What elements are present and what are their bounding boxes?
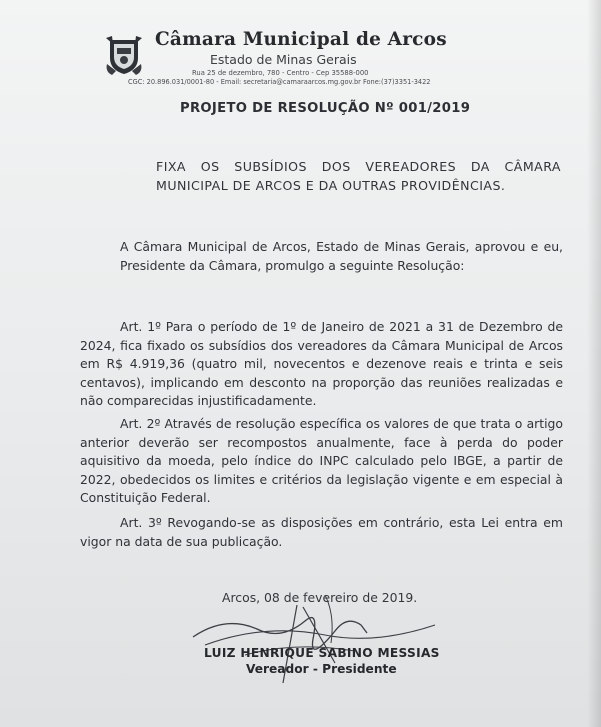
municipal-coat-of-arms-icon (104, 34, 144, 76)
letterhead-contact: CGC: 20.896.031/0001-80 - Email: secretaria@camaraarcos.mg.gov.br Fone:(37)3351-3422 (128, 78, 431, 86)
letterhead-address: Rua 25 de dezembro, 780 - Centro - Cep 35588-000 (192, 69, 369, 77)
signer-role: Vereador - Presidente (246, 662, 397, 676)
article-3: Art. 3º Revogando-se as disposições em contrário, esta Lei entra em vigor na data de sua publicação. (80, 515, 563, 549)
document-title: PROJETO DE RESOLUÇÃO Nº 001/2019 (180, 101, 471, 116)
letterhead-title: Câmara Municipal de Arcos (155, 29, 447, 50)
preamble-paragraph: A Câmara Municipal de Arcos, Estado de Minas Gerais, aprovou e eu, Presidente da Câmara, promulgo a seguinte Resolução: (120, 239, 563, 273)
document-date: Arcos, 08 de fevereiro de 2019. (222, 590, 418, 605)
document-ementa: FIXA OS SUBSÍDIOS DOS VEREADORES DA CÂMARA MUNICIPAL DE ARCOS E DA OUTRAS PROVIDÊNCIAS. (156, 159, 561, 193)
article-2: Art. 2º Através de resolução específica os valores de que trata o artigo anterior deverão ser recompostos anualmente, face à perda do poder aquisitivo da moeda, pelo índice do INPC calculado pelo IBGE, a partir de 2022, obedecidos os limites e critérios da legislação vigente e em especial à Constituição Federal. (80, 416, 563, 506)
letterhead-state: Estado de Minas Gerais (210, 52, 357, 67)
signer-name: LUIZ HENRIQUE SABINO MESSIAS (204, 646, 440, 660)
article-1: Art. 1º Para o período de 1º de Janeiro de 2021 a 31 de Dezembro de 2024, fica fixado os subsídios dos vereadores da Câmara Municipal de Arcos em R$ 4.919,36 (quatro mil, novecentos e dezenove reais e trinta e seis centavos), implicando em desconto na proporção das reuniões realizadas e não comparecidas injustificadamente. (80, 319, 563, 409)
